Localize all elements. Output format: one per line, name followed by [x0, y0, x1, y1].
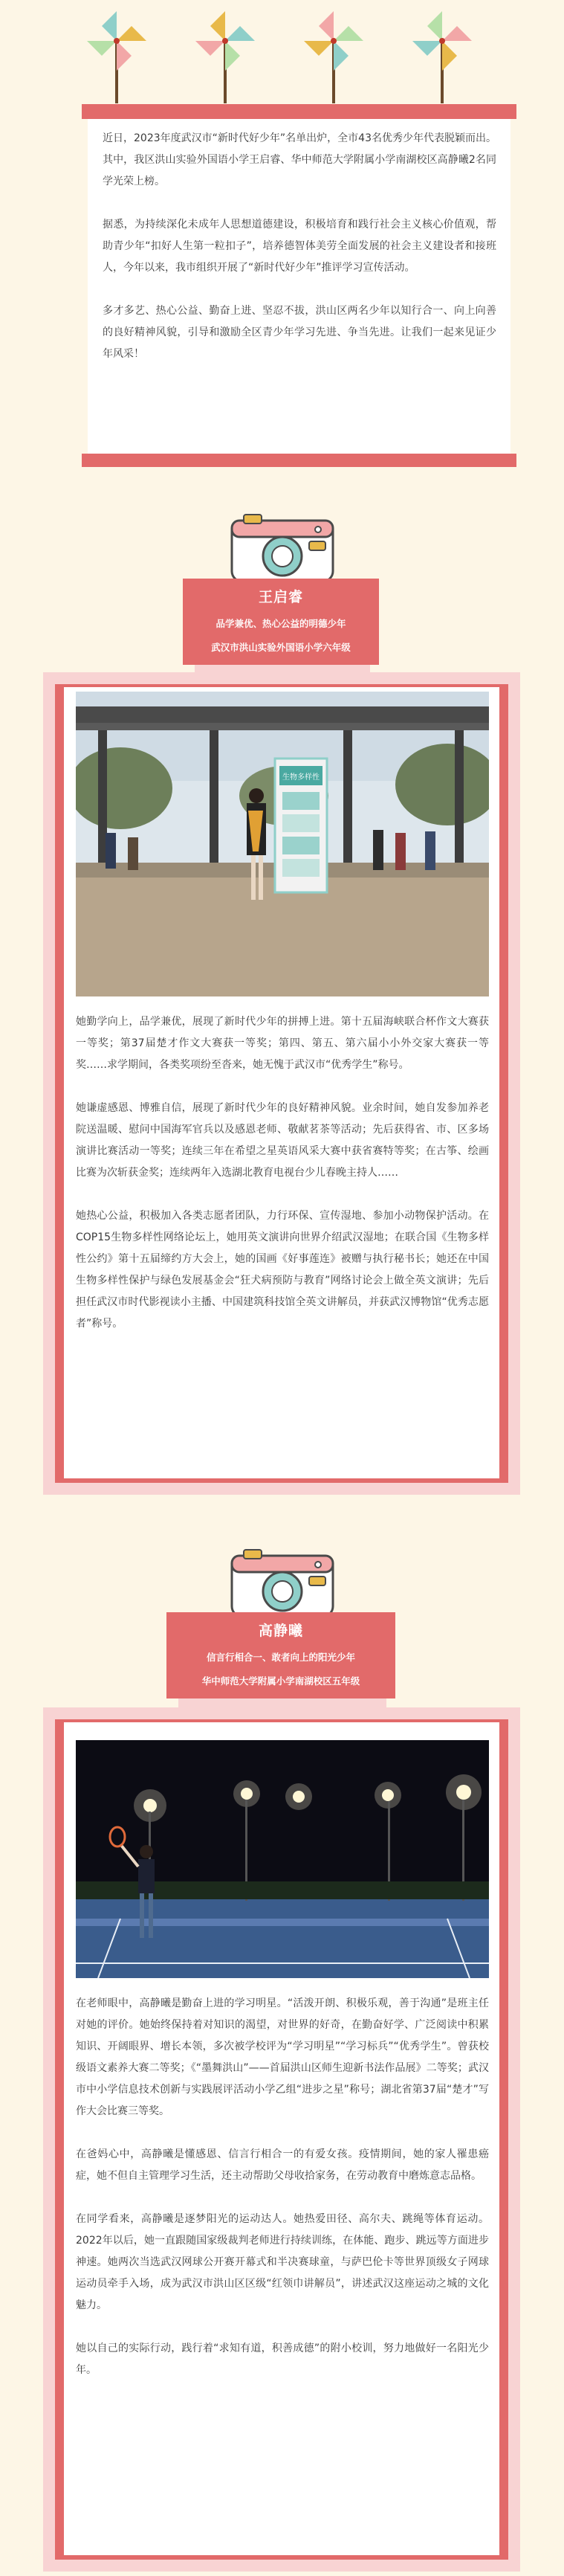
- intro-paragraph: 据悉，为持续深化未成年人思想道德建设，积极培育和践行社会主义核心价值观，帮助青少年“扣好人生第一粒扣子”，培养德智体美劳全面发展的社会主义建设者和接班人，今年以来，我市组织开展了“新时代好少年”推评学习宣传活动。: [103, 219, 496, 274]
- story-paragraph: 在同学看来，高静曦是逐梦阳光的运动达人。她热爱田径、高尔夫、跳绳等体育运动。2022年以后，她一直跟随国家级裁判老师进行持续训练，在体能、跑步、跳远等方面进步神速。她两次当选武汉网球公开赛开幕式和半决赛球童，与萨巴伦卡等世界顶级女子网球运动员牵手入场，成为武汉市洪山区区级“红领巾讲解员”，讲述武汉这座运动之城的文化魅力。: [76, 2213, 489, 2311]
- profile-school: 华中师范大学附属小学南湖校区五年级: [201, 1675, 360, 1687]
- profile-name: 王启睿: [258, 589, 303, 605]
- profile-motto: 品学兼优、热心公益的明德少年: [215, 618, 346, 629]
- poster-sign: 生物多样性: [282, 773, 320, 782]
- profile-story: [76, 1993, 489, 2381]
- story-paragraph: 她热心公益，积极加入各类志愿者团队，力行环保、宣传湿地、参加小动物保护活动。在COP15生物多样性网络论坛上，她用英文演讲向世界介绍武汉湿地；在联合国《生物多样性公约》第十五届缔约方大会上，她的国画《好事莲连》被赠与执行秘书长；她还在中国生物多样性保护与绿色发展基金会“狂犬病预防与教育”网络讨论会上做全英文演讲；先后担任武汉市时代影视读小主播、中国建筑科技馆全英文讲解员，并获武汉博物馆“优秀志愿者”称号。: [76, 1210, 489, 1330]
- profile-name-tag: [166, 1612, 395, 1698]
- intro-paragraph: 近日，2023年度武汉市“新时代好少年”名单出炉，全市43名优秀少年代表脱颖而出。其中，我区洪山实验外国语小学王启睿、华中师范大学附属小学南湖校区高静曦2名同学光荣上榜。: [103, 132, 496, 187]
- story-paragraph: 她勤学向上，品学兼优，展现了新时代少年的拼搏上进。第十五届海峡联合杯作文大赛获一等奖；第37届楚才作文大赛获一等奖；第四、第五、第六届小小外交家大赛获一等奖……求学期间，各类奖项纷至沓来，她无愧于武汉市“优秀学生”称号。: [76, 1016, 489, 1071]
- camera-icon: [229, 1547, 336, 1621]
- story-paragraph: 在老师眼中，高静曦是勤奋上进的学习明星。“活泼开朗、积极乐观，善于沟通”是班主任对她的评价。她始终保持着对知识的渴望，对世界的好奇，在勤奋好学、广泛阅读中积累知识、开阔眼界、增长本领，多次被学校评为“学习明星”“学习标兵”“优秀学生”。曾获校级语文素养大赛二等奖；《“墨舞洪山”——首届洪山区师生迎新书法作品展》二等奖；武汉市中小学信息技术创新与实践展评活动小学乙组“进步之星”称号；湖北省第37届“楚才”写作大会比赛三等奖。: [76, 1997, 489, 2117]
- intro-text: [103, 128, 496, 365]
- profile-photo-outdoor: [76, 692, 489, 996]
- story-paragraph: 在爸妈心中，高静曦是懂感恩、信言行相合一的有爱女孩。疫情期间，她的家人罹患癌症，她不但自主管理学习生活，还主动帮助父母收拾家务，在劳动教育中磨炼意志品格。: [76, 2148, 489, 2182]
- pinwheel-icon: [83, 7, 150, 104]
- pinwheel-icon: [192, 7, 259, 104]
- profile-story: [76, 1011, 489, 1335]
- intro-paragraph: 多才多艺、热心公益、勤奋上进、坚忍不拔，洪山区两名少年以知行合一、向上向善的良好精神风貌，引导和激励全区青少年学习先进、争当先进。让我们一起来见证少年风采！: [103, 305, 496, 360]
- pinwheel-banner: [0, 0, 564, 108]
- pinwheel-icon: [300, 7, 367, 104]
- profile-school: 武汉市洪山实验外国语小学六年级: [211, 642, 351, 653]
- story-paragraph: 她以自己的实际行动，践行着“求知有道，积善成德”的附小校训，努力地做好一名阳光少年。: [76, 2342, 489, 2376]
- story-paragraph: 她谦虚感恩、博雅自信，展现了新时代少年的良好精神风貌。业余时间，她自发参加养老院送温暖、慰问中国海军官兵以及感恩老师、敬献茗茶等活动；先后获得省、市、区多场演讲比赛活动一等奖；连续三年在希望之星英语风采大赛中获省赛特等奖；在古筝、绘画比赛为次斩获金奖；连续两年入选湖北教育电视台少儿春晚主持人……: [76, 1102, 489, 1179]
- profile-name: 高静曦: [258, 1623, 303, 1639]
- camera-icon: [229, 512, 336, 586]
- intro-bottom-bar: [82, 454, 516, 467]
- intro-top-bar: [82, 104, 516, 119]
- profile-motto: 信言行相合一、敢者向上的阳光少年: [206, 1652, 355, 1663]
- profile-photo-tennis: [76, 1740, 489, 1978]
- profile-name-tag: [183, 579, 379, 665]
- pinwheel-icon: [409, 7, 476, 104]
